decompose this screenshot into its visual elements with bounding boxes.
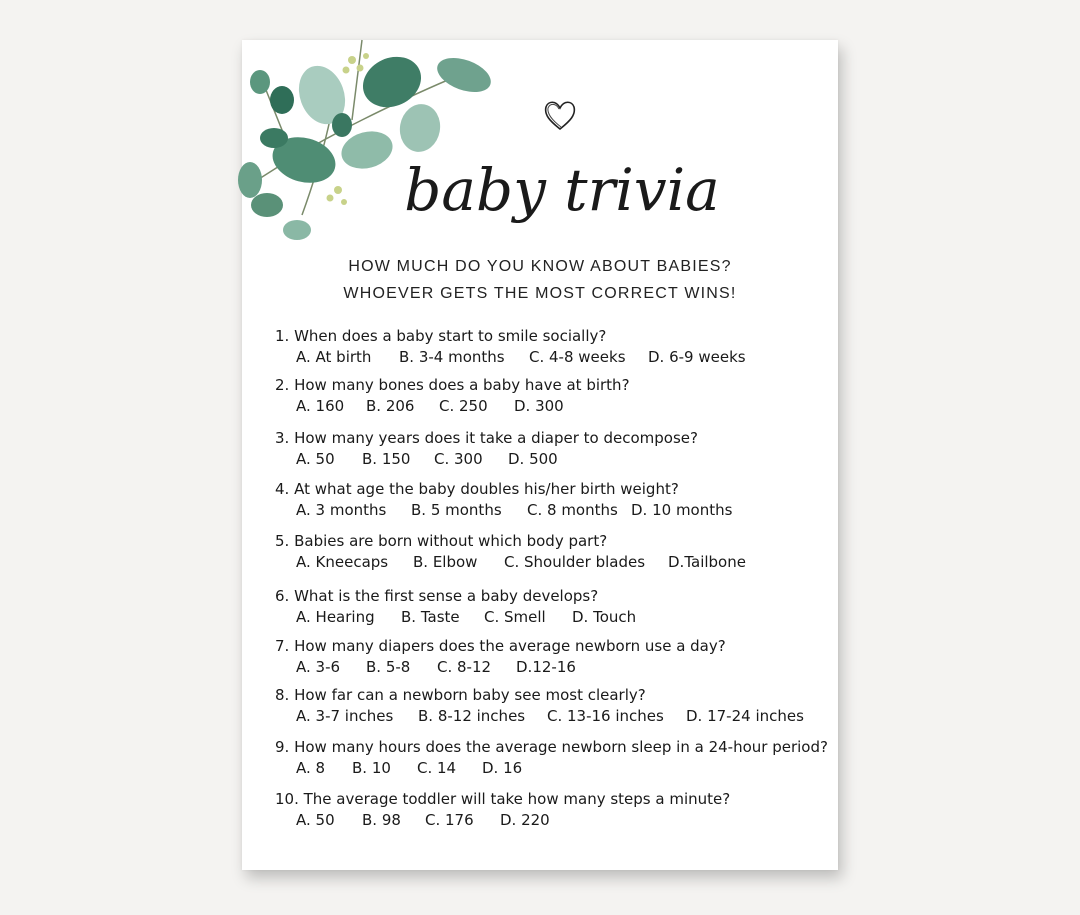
option-d: D. Touch xyxy=(572,608,637,626)
option-b: B. 5-8 xyxy=(366,658,411,676)
subtitle-line-1: HOW MUCH DO YOU KNOW ABOUT BABIES? xyxy=(348,258,732,275)
option-b: B. Elbow xyxy=(413,553,478,571)
option-a: A. 3-6 xyxy=(296,658,341,676)
question-number: 3. xyxy=(275,429,290,447)
option-d: D.Tailbone xyxy=(668,553,746,571)
question-text: What is the first sense a baby develops? xyxy=(294,587,599,605)
question-10 xyxy=(275,789,835,832)
option-a: A. 3-7 inches xyxy=(296,707,394,725)
question-number: 9. xyxy=(275,738,290,756)
option-a: A. Kneecaps xyxy=(296,553,389,571)
option-a: A. Hearing xyxy=(296,608,375,626)
question-text: How many bones does a baby have at birth? xyxy=(294,376,630,394)
question-3 xyxy=(275,428,835,471)
question-text: When does a baby start to smile socially? xyxy=(294,327,607,345)
option-d: D. 17-24 inches xyxy=(686,707,804,725)
option-a: A. 3 months xyxy=(296,501,387,519)
option-b: B. 98 xyxy=(362,811,401,829)
question-text: Babies are born without which body part? xyxy=(294,532,608,550)
option-b: B. 3-4 months xyxy=(399,348,505,366)
question-number: 7. xyxy=(275,637,290,655)
option-d: D. 16 xyxy=(482,759,523,777)
option-c: C. 300 xyxy=(434,450,483,468)
subtitle-line-2: WHOEVER GETS THE MOST CORRECT WINS! xyxy=(343,285,737,302)
option-c: C. 13-16 inches xyxy=(547,707,664,725)
question-number: 10. xyxy=(275,790,299,808)
question-number: 5. xyxy=(275,532,290,550)
option-d: D. 300 xyxy=(514,397,564,415)
question-number: 4. xyxy=(275,480,290,498)
question-list xyxy=(242,40,838,870)
option-d: D. 220 xyxy=(500,811,550,829)
question-number: 8. xyxy=(275,686,290,704)
option-b: B. 206 xyxy=(366,397,415,415)
option-a: A. 8 xyxy=(296,759,326,777)
question-text: How many diapers does the average newborn use a day? xyxy=(294,637,726,655)
question-text: How far can a newborn baby see most clearly? xyxy=(294,686,646,704)
option-c: C. 4-8 weeks xyxy=(529,348,626,366)
question-2 xyxy=(275,375,835,418)
option-b: B. Taste xyxy=(401,608,460,626)
question-7 xyxy=(275,636,835,679)
option-c: C. 8 months xyxy=(527,501,618,519)
option-b: B. 150 xyxy=(362,450,411,468)
option-c: C. 176 xyxy=(425,811,474,829)
trivia-card xyxy=(242,40,838,870)
option-c: C. Shoulder blades xyxy=(504,553,646,571)
question-5 xyxy=(275,531,835,574)
question-text: How many years does it take a diaper to decompose? xyxy=(294,429,698,447)
question-1 xyxy=(275,326,835,369)
option-b: B. 5 months xyxy=(411,501,502,519)
option-c: C. Smell xyxy=(484,608,546,626)
option-c: C. 250 xyxy=(439,397,488,415)
option-d: D. 6-9 weeks xyxy=(648,348,746,366)
question-text: How many hours does the average newborn sleep in a 24-hour period? xyxy=(294,738,828,756)
option-b: B. 8-12 inches xyxy=(418,707,526,725)
question-4 xyxy=(275,479,835,522)
option-d: D. 500 xyxy=(508,450,558,468)
question-8 xyxy=(275,685,835,728)
option-a: A. 160 xyxy=(296,397,345,415)
option-b: B. 10 xyxy=(352,759,391,777)
option-c: C. 14 xyxy=(417,759,457,777)
question-number: 6. xyxy=(275,587,290,605)
option-c: C. 8-12 xyxy=(437,658,492,676)
question-number: 2. xyxy=(275,376,290,394)
question-text: At what age the baby doubles his/her birth weight? xyxy=(294,480,679,498)
question-number: 1. xyxy=(275,327,290,345)
option-d: D.12-16 xyxy=(516,658,576,676)
svg-text:baby trivia: baby trivia xyxy=(404,156,720,224)
option-a: A. 50 xyxy=(296,811,335,829)
question-text: The average toddler will take how many steps a minute? xyxy=(303,790,731,808)
option-a: A. 50 xyxy=(296,450,335,468)
question-9 xyxy=(275,737,835,780)
question-6 xyxy=(275,586,835,629)
option-a: A. At birth xyxy=(296,348,372,366)
option-d: D. 10 months xyxy=(631,501,733,519)
